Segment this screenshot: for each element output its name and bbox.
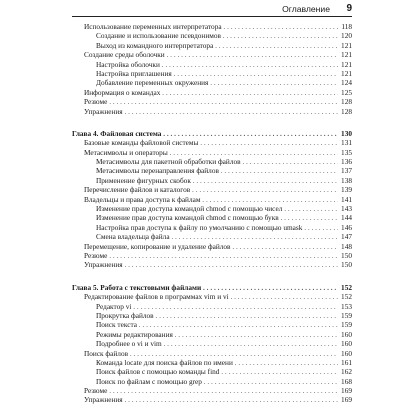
toc-row	[72, 223, 352, 232]
toc-page-number: 148	[341, 241, 352, 251]
section-title: Создание среды оболочки	[84, 50, 165, 60]
section-title: Настройка оболочки	[96, 59, 160, 69]
section-title: Резюме	[84, 386, 108, 396]
section-title: Перемещение, копирование и удаление файлов	[84, 241, 231, 251]
toc-entry-title	[84, 395, 338, 404]
section-title: Упражнения	[84, 260, 123, 270]
toc-entry-title	[96, 166, 338, 175]
toc-page-number: 160	[341, 348, 352, 358]
toc-page-number: 120	[341, 31, 352, 41]
toc-page-number: 135	[341, 147, 352, 157]
section-title: Изменение прав доступа командой chmod с помощью букв	[96, 213, 279, 223]
section-title: Редактирование файлов в программах vim и vi	[84, 292, 229, 302]
toc-chapter-row	[72, 283, 352, 292]
chapter-label: Глава 4.	[72, 128, 99, 138]
toc-row	[72, 41, 352, 50]
toc-row	[72, 358, 352, 367]
section-title: Метасимволы для пакетной обработки файлов	[96, 157, 241, 167]
toc-row	[72, 166, 352, 175]
toc-entry-title	[96, 302, 338, 311]
toc-page-number: 137	[341, 166, 352, 176]
toc-row	[72, 148, 352, 157]
toc-page-number: 128	[341, 106, 352, 116]
toc-entry-title	[84, 22, 338, 31]
section-title: Информация о командах	[84, 87, 161, 97]
toc-row	[72, 395, 352, 404]
toc-entry-title	[84, 242, 338, 251]
toc-entry-title	[96, 60, 338, 69]
toc-entry-title	[96, 157, 338, 166]
section-title: Применение фигурных скобок	[96, 175, 191, 185]
toc-entry-title	[96, 204, 338, 213]
toc-page-number: 139	[341, 185, 352, 195]
running-title: Оглавление	[282, 4, 330, 14]
toc-page-number: 124	[341, 78, 352, 88]
toc-row	[72, 251, 352, 260]
toc-row	[72, 22, 352, 31]
toc-row	[72, 367, 352, 376]
toc-row	[72, 330, 352, 339]
section-title: Поиск файлов с помощью команды find	[96, 367, 220, 377]
toc-row	[72, 349, 352, 358]
toc-entry-title	[84, 50, 338, 59]
section-title: Режимы редактирования	[96, 329, 173, 339]
page-number: 9	[346, 3, 352, 14]
toc-page-number: 152	[341, 282, 352, 292]
toc-row	[72, 78, 352, 87]
section-title: Упражнения	[84, 395, 123, 405]
toc-page-number: 159	[341, 320, 352, 330]
toc-entry-title	[84, 292, 338, 301]
toc-page-number: 141	[341, 194, 352, 204]
toc-row	[72, 50, 352, 59]
toc-page-number: 150	[341, 250, 352, 260]
section-title: Создание и использование псевдонимов	[96, 31, 221, 41]
toc-entry-title	[96, 320, 338, 329]
toc-entry-title	[96, 339, 338, 348]
table-of-contents	[72, 22, 352, 405]
toc-row	[72, 377, 352, 386]
toc-page-number: 118	[341, 22, 352, 31]
toc-entry-title	[84, 88, 338, 97]
toc-page-number: 146	[341, 222, 352, 232]
toc-row	[72, 213, 352, 222]
toc-page-number: 121	[341, 68, 352, 78]
toc-page-number: 128	[341, 97, 352, 107]
toc-page-number: 169	[341, 395, 352, 405]
toc-entry-title	[96, 41, 338, 50]
toc-entry-title	[96, 311, 338, 320]
toc-chapter-row	[72, 129, 352, 138]
toc-row	[72, 31, 352, 40]
toc-entry-title	[84, 349, 338, 358]
toc-page-number: 144	[341, 213, 352, 223]
toc-page-number: 162	[341, 367, 352, 377]
toc-entry-title	[96, 223, 338, 232]
toc-entry-title	[84, 386, 338, 395]
header-rule	[72, 16, 352, 17]
toc-page-number: 168	[341, 376, 352, 386]
toc-row	[72, 302, 352, 311]
section-title: Владельцы и права доступа к файлам	[84, 194, 201, 204]
toc-page-number: 147	[341, 232, 352, 242]
toc-row	[72, 204, 352, 213]
toc-entry-title	[96, 69, 338, 78]
toc-page-number: 159	[341, 310, 352, 320]
section-title: Добавление переменных окружения	[96, 78, 209, 88]
toc-entry-title	[84, 260, 338, 269]
toc-page-number: 121	[341, 50, 352, 60]
toc-page-number: 153	[341, 301, 352, 311]
toc-entry-title	[96, 213, 338, 222]
chapter-label: Глава 5.	[72, 282, 99, 292]
section-title: Смена владельца файла	[96, 232, 170, 242]
toc-entry-title	[84, 107, 338, 116]
section-title: Настройка прав доступа к файлу по умолчанию с помощью umask	[96, 222, 303, 232]
toc-page-number: 161	[341, 357, 352, 367]
toc-entry-title	[84, 195, 338, 204]
section-title: Использование переменных интерпретатора	[84, 22, 222, 31]
section-title: Резюме	[84, 250, 108, 260]
toc-page-number: 150	[341, 260, 352, 270]
toc-row	[72, 185, 352, 194]
toc-row	[72, 157, 352, 166]
toc-row	[72, 232, 352, 241]
toc-row	[72, 107, 352, 116]
toc-page-number: 125	[341, 87, 352, 97]
section-title: Настройка приглашения	[96, 68, 172, 78]
toc-entry-title	[96, 31, 338, 40]
toc-page-number: 138	[341, 175, 352, 185]
section-title: Команда locate для поиска файлов по имени	[96, 357, 233, 367]
toc-entry-title	[84, 251, 338, 260]
toc-entry-title	[96, 232, 338, 241]
toc-entry-title	[96, 377, 338, 386]
toc-page-number: 131	[341, 138, 352, 148]
toc-entry-title	[96, 176, 338, 185]
toc-row	[72, 88, 352, 97]
toc-row	[72, 138, 352, 147]
toc-page-number: 130	[341, 128, 352, 138]
toc-entry-title	[72, 129, 338, 138]
toc-page-number: 136	[341, 157, 352, 167]
chapter-title: Работа с текстовыми файлами	[100, 282, 202, 292]
toc-entry-title	[72, 283, 338, 292]
section-title: Подробнее о vi и vim	[96, 339, 162, 349]
toc-row	[72, 339, 352, 348]
section-title: Резюме	[84, 97, 108, 107]
section-title: Перечисление файлов и каталогов	[84, 185, 191, 195]
toc-row	[72, 69, 352, 78]
toc-row	[72, 320, 352, 329]
toc-entry-title	[84, 148, 338, 157]
toc-row	[72, 311, 352, 320]
toc-row	[72, 260, 352, 269]
toc-page-number: 160	[341, 339, 352, 349]
section-title: Метасимволы и операторы	[84, 147, 168, 157]
toc-row	[72, 195, 352, 204]
section-title: Прокрутка файлов	[96, 310, 154, 320]
toc-entry-title	[84, 97, 338, 106]
section-title: Редактор vi	[96, 301, 132, 311]
toc-page-number: 152	[341, 292, 352, 302]
toc-entry-title	[96, 78, 338, 87]
section-title: Упражнения	[84, 106, 123, 116]
toc-row	[72, 176, 352, 185]
toc-page-number: 169	[341, 386, 352, 396]
toc-entry-title	[96, 358, 338, 367]
toc-entry-title	[96, 330, 338, 339]
toc-row	[72, 292, 352, 301]
toc-row	[72, 60, 352, 69]
section-title: Изменение прав доступа командой chmod с помощью чисел	[96, 204, 283, 214]
toc-row	[72, 97, 352, 106]
section-title: Базовые команды файловой системы	[84, 138, 199, 148]
toc-row	[72, 242, 352, 251]
chapter-title: Файловая система	[100, 128, 162, 138]
toc-page-number: 121	[341, 40, 352, 50]
running-header	[72, 4, 352, 17]
section-title: Метасимволы перенаправления файлов	[96, 166, 219, 176]
toc-entry-title	[84, 185, 338, 194]
toc-page-number: 143	[341, 204, 352, 214]
section-title: Поиск текста	[96, 320, 137, 330]
section-title: Поиск по файлам с помощью grep	[96, 376, 202, 386]
toc-entry-title	[96, 367, 338, 376]
toc-entry-title	[84, 138, 338, 147]
toc-page-number: 160	[341, 329, 352, 339]
section-title: Выход из командного интерпретатора	[96, 40, 214, 50]
section-title: Поиск файлов	[84, 348, 129, 358]
toc-row	[72, 386, 352, 395]
toc-page-number: 121	[341, 59, 352, 69]
